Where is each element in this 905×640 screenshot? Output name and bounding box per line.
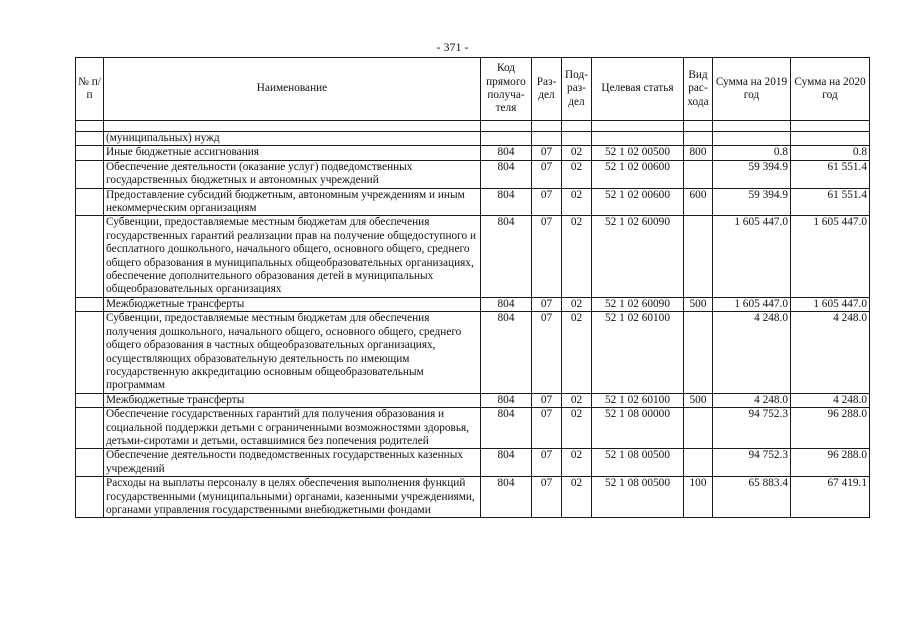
- table-row: [76, 477, 870, 518]
- cell-razdel: 07: [532, 393, 562, 407]
- cell-vid: 100: [684, 477, 713, 518]
- blank-cell: [532, 121, 562, 132]
- cell-vid: 500: [684, 393, 713, 407]
- blank-cell: [684, 121, 713, 132]
- cell-vid: [684, 449, 713, 477]
- cell-razdel: 07: [532, 449, 562, 477]
- cell-code: 804: [481, 312, 532, 393]
- cell-target: 52 1 02 60100: [592, 312, 684, 393]
- cell-sum-2019: 65 883.4: [713, 477, 791, 518]
- cell-sum-2020: 0.8: [791, 146, 870, 160]
- cell-code: 804: [481, 188, 532, 216]
- cell-vid: 800: [684, 146, 713, 160]
- header-razdel: Раз-дел: [532, 58, 562, 121]
- cell-razdel: 07: [532, 408, 562, 449]
- cell-vid: [684, 408, 713, 449]
- table-row: [76, 449, 870, 477]
- cell-num: [76, 477, 104, 518]
- cell-razdel: [532, 132, 562, 146]
- cell-name: Обеспечение деятельности (оказание услуг) подведомственных государственных бюджетных и автономных учреждений: [104, 160, 481, 188]
- blank-cell: [713, 121, 791, 132]
- table-row: [76, 160, 870, 188]
- cell-sum-2020: 1 605 447.0: [791, 297, 870, 311]
- cell-target: 52 1 02 00600: [592, 160, 684, 188]
- cell-vid: [684, 132, 713, 146]
- cell-sum-2020: 61 551.4: [791, 188, 870, 216]
- header-podrazdel: Под-раз-дел: [562, 58, 592, 121]
- cell-vid: 500: [684, 297, 713, 311]
- cell-podrazdel: 02: [562, 393, 592, 407]
- cell-num: [76, 297, 104, 311]
- header-sum-2020: Сумма на 2020 год: [791, 58, 870, 121]
- cell-vid: [684, 216, 713, 297]
- table-header-row: [76, 58, 870, 121]
- blank-cell: [76, 121, 104, 132]
- cell-code: 804: [481, 408, 532, 449]
- header-num: № п/п: [76, 58, 104, 121]
- cell-vid: [684, 160, 713, 188]
- cell-razdel: 07: [532, 297, 562, 311]
- cell-sum-2019: 94 752.3: [713, 408, 791, 449]
- cell-name: Предоставление субсидий бюджетным, автономным учреждениям и иным некоммерческим организациям: [104, 188, 481, 216]
- cell-name: Субвенции, предоставляемые местным бюджетам для обеспечения получения дошкольного, начального общего, основного общего, среднего общего образования в частных общеобразовательных организациях, осуществляющих образовательную деятельность по имеющим государственную аккредитацию основным общеобразовательным программам: [104, 312, 481, 393]
- cell-podrazdel: [562, 132, 592, 146]
- cell-num: [76, 132, 104, 146]
- cell-target: 52 1 02 60090: [592, 297, 684, 311]
- cell-name: Иные бюджетные ассигнования: [104, 146, 481, 160]
- header-sum-2019: Сумма на 2019 год: [713, 58, 791, 121]
- cell-num: [76, 216, 104, 297]
- cell-target: 52 1 02 00500: [592, 146, 684, 160]
- cell-target: 52 1 08 00500: [592, 477, 684, 518]
- table-blank-row: [76, 121, 870, 132]
- blank-cell: [481, 121, 532, 132]
- table-row: [76, 146, 870, 160]
- cell-num: [76, 188, 104, 216]
- cell-razdel: 07: [532, 188, 562, 216]
- table-row: [76, 393, 870, 407]
- header-vid: Вид рас-хода: [684, 58, 713, 121]
- cell-name: Межбюджетные трансферты: [104, 393, 481, 407]
- cell-sum-2020: 1 605 447.0: [791, 216, 870, 297]
- table-row: [76, 216, 870, 297]
- cell-razdel: 07: [532, 216, 562, 297]
- cell-sum-2020: 4 248.0: [791, 312, 870, 393]
- cell-sum-2020: [791, 132, 870, 146]
- cell-name: Расходы на выплаты персоналу в целях обеспечения выполнения функций государственными (муниципальными) органами, казенными учреждениями, органами управления государственными внебюджетными фондами: [104, 477, 481, 518]
- page-number: - 371 -: [436, 40, 469, 54]
- cell-num: [76, 312, 104, 393]
- cell-target: 52 1 02 60090: [592, 216, 684, 297]
- table-row: [76, 312, 870, 393]
- cell-code: 804: [481, 297, 532, 311]
- cell-sum-2019: 59 394.9: [713, 188, 791, 216]
- cell-code: 804: [481, 449, 532, 477]
- cell-num: [76, 160, 104, 188]
- cell-code: 804: [481, 146, 532, 160]
- blank-cell: [791, 121, 870, 132]
- cell-sum-2020: 61 551.4: [791, 160, 870, 188]
- cell-vid: [684, 312, 713, 393]
- cell-target: 52 1 08 00000: [592, 408, 684, 449]
- cell-num: [76, 408, 104, 449]
- cell-name: Субвенции, предоставляемые местным бюджетам для обеспечения государственных гарантий реализации прав на получение общедоступного и бесплатного дошкольного, начального общего, основного общего, среднего общего образования в муниципальных общеобразовательных организациях, обеспечение дополнительного образования детей в муниципальных общеобразовательных организациях: [104, 216, 481, 297]
- cell-code: 804: [481, 393, 532, 407]
- table-row: [76, 188, 870, 216]
- blank-cell: [562, 121, 592, 132]
- table-row: [76, 297, 870, 311]
- cell-name: Обеспечение деятельности подведомственных государственных казенных учреждений: [104, 449, 481, 477]
- cell-podrazdel: 02: [562, 188, 592, 216]
- cell-num: [76, 146, 104, 160]
- cell-target: [592, 132, 684, 146]
- cell-razdel: 07: [532, 312, 562, 393]
- cell-podrazdel: 02: [562, 216, 592, 297]
- cell-sum-2020: 96 288.0: [791, 449, 870, 477]
- cell-podrazdel: 02: [562, 297, 592, 311]
- cell-sum-2019: 94 752.3: [713, 449, 791, 477]
- cell-sum-2020: 67 419.1: [791, 477, 870, 518]
- header-target: Целевая статья: [592, 58, 684, 121]
- cell-target: 52 1 02 00600: [592, 188, 684, 216]
- cell-sum-2019: 59 394.9: [713, 160, 791, 188]
- cell-code: 804: [481, 477, 532, 518]
- cell-vid: 600: [684, 188, 713, 216]
- cell-code: 804: [481, 160, 532, 188]
- cell-podrazdel: 02: [562, 312, 592, 393]
- cell-sum-2020: 4 248.0: [791, 393, 870, 407]
- cell-name: (муниципальных) нужд: [104, 132, 481, 146]
- cell-razdel: 07: [532, 146, 562, 160]
- cell-razdel: 07: [532, 477, 562, 518]
- cell-num: [76, 393, 104, 407]
- cell-sum-2019: 4 248.0: [713, 393, 791, 407]
- cell-code: 804: [481, 216, 532, 297]
- budget-table: [75, 57, 870, 518]
- table-row: [76, 132, 870, 146]
- cell-target: 52 1 02 60100: [592, 393, 684, 407]
- cell-podrazdel: 02: [562, 146, 592, 160]
- cell-sum-2019: 1 605 447.0: [713, 216, 791, 297]
- cell-sum-2019: 4 248.0: [713, 312, 791, 393]
- cell-name: Межбюджетные трансферты: [104, 297, 481, 311]
- blank-cell: [104, 121, 481, 132]
- header-code: Код прямого получа-теля: [481, 58, 532, 121]
- cell-razdel: 07: [532, 160, 562, 188]
- cell-podrazdel: 02: [562, 160, 592, 188]
- cell-podrazdel: 02: [562, 449, 592, 477]
- cell-code: [481, 132, 532, 146]
- blank-cell: [592, 121, 684, 132]
- cell-podrazdel: 02: [562, 477, 592, 518]
- cell-sum-2019: 0.8: [713, 146, 791, 160]
- cell-podrazdel: 02: [562, 408, 592, 449]
- cell-sum-2019: [713, 132, 791, 146]
- header-name: Наименование: [104, 58, 481, 121]
- table-row: [76, 408, 870, 449]
- cell-name: Обеспечение государственных гарантий для получения образования и социальной поддержки детьми с ограниченными возможностями здоровья, детьми-сиротами и детьми, оставшимися без попечения родителей: [104, 408, 481, 449]
- cell-num: [76, 449, 104, 477]
- cell-target: 52 1 08 00500: [592, 449, 684, 477]
- cell-sum-2020: 96 288.0: [791, 408, 870, 449]
- cell-sum-2019: 1 605 447.0: [713, 297, 791, 311]
